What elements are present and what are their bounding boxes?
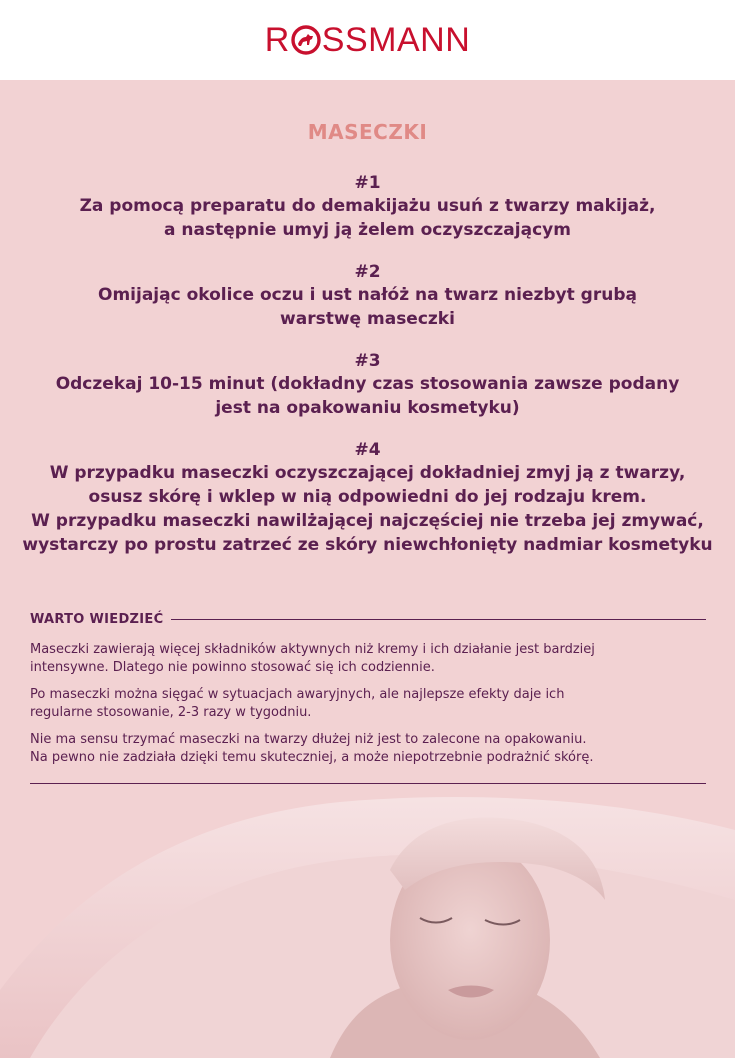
step-3 xyxy=(0,350,735,420)
step-text-line: W przypadku maseczki nawilżającej najczęściej nie trzeba jej zmywać, xyxy=(31,511,704,531)
page-title: MASECZKI xyxy=(307,120,428,144)
steps-list xyxy=(0,172,735,557)
step-number: #2 xyxy=(354,262,381,282)
info-line: Po maseczki można sięgać w sytuacjach awaryjnych, ale najlepsze efekty daje ich xyxy=(30,687,565,702)
divider xyxy=(30,783,706,784)
info-paragraph xyxy=(30,686,706,722)
logo-text-right: SSMANN xyxy=(321,21,471,59)
step-4 xyxy=(0,439,735,557)
step-text-line: Odczekaj 10-15 minut (dokładny czas stosowania zawsze podany xyxy=(55,374,680,394)
step-number: #1 xyxy=(354,173,381,193)
info-line: Nie ma sensu trzymać maseczki na twarzy dłużej niż jest to zalecone na opakowaniu. xyxy=(30,732,587,747)
info-paragraph xyxy=(30,731,706,767)
rossmann-horse-icon xyxy=(291,25,321,55)
info-line: regularne stosowanie, 2-3 razy w tygodniu. xyxy=(30,705,312,720)
step-1 xyxy=(0,172,735,242)
step-text-line: warstwę maseczki xyxy=(280,309,455,329)
step-text-line: W przypadku maseczki oczyszczającej dokładniej zmyj ją z twarzy, xyxy=(49,463,686,483)
info-heading-row xyxy=(30,612,706,627)
info-box xyxy=(30,612,706,767)
step-number: #4 xyxy=(354,440,381,460)
step-number: #3 xyxy=(354,351,381,371)
rossmann-logo[interactable] xyxy=(265,23,471,57)
info-line: Maseczki zawierają więcej składników aktywnych niż kremy i ich działanie jest bardziej xyxy=(30,642,595,657)
step-2 xyxy=(0,261,735,331)
header xyxy=(0,0,735,80)
info-line: intensywne. Dlatego nie powinno stosować się ich codziennie. xyxy=(30,660,435,675)
woman-face-mask-bath-image xyxy=(0,790,735,1058)
info-paragraph xyxy=(30,641,706,677)
divider xyxy=(171,619,706,620)
step-text-line: jest na opakowaniu kosmetyku) xyxy=(215,398,520,418)
step-text-line: a następnie umyj ją żelem oczyszczającym xyxy=(164,220,571,240)
info-line: Na pewno nie zadziała dzięki temu skuteczniej, a może niepotrzebnie podrażnić skórę. xyxy=(30,750,594,765)
step-text-line: Omijając okolice oczu i ust nałóż na twarz niezbyt grubą xyxy=(98,285,637,305)
step-text-line: osusz skórę i wklep w nią odpowiedni do jej rodzaju krem. xyxy=(88,487,647,507)
logo-text-left: R xyxy=(264,21,290,59)
step-text-line: wystarczy po prostu zatrzeć ze skóry niewchłonięty nadmiar kosmetyku xyxy=(22,535,713,555)
info-heading: WARTO WIEDZIEĆ xyxy=(30,612,164,627)
step-text-line: Za pomocą preparatu do demakijażu usuń z twarzy makijaż, xyxy=(79,196,656,216)
